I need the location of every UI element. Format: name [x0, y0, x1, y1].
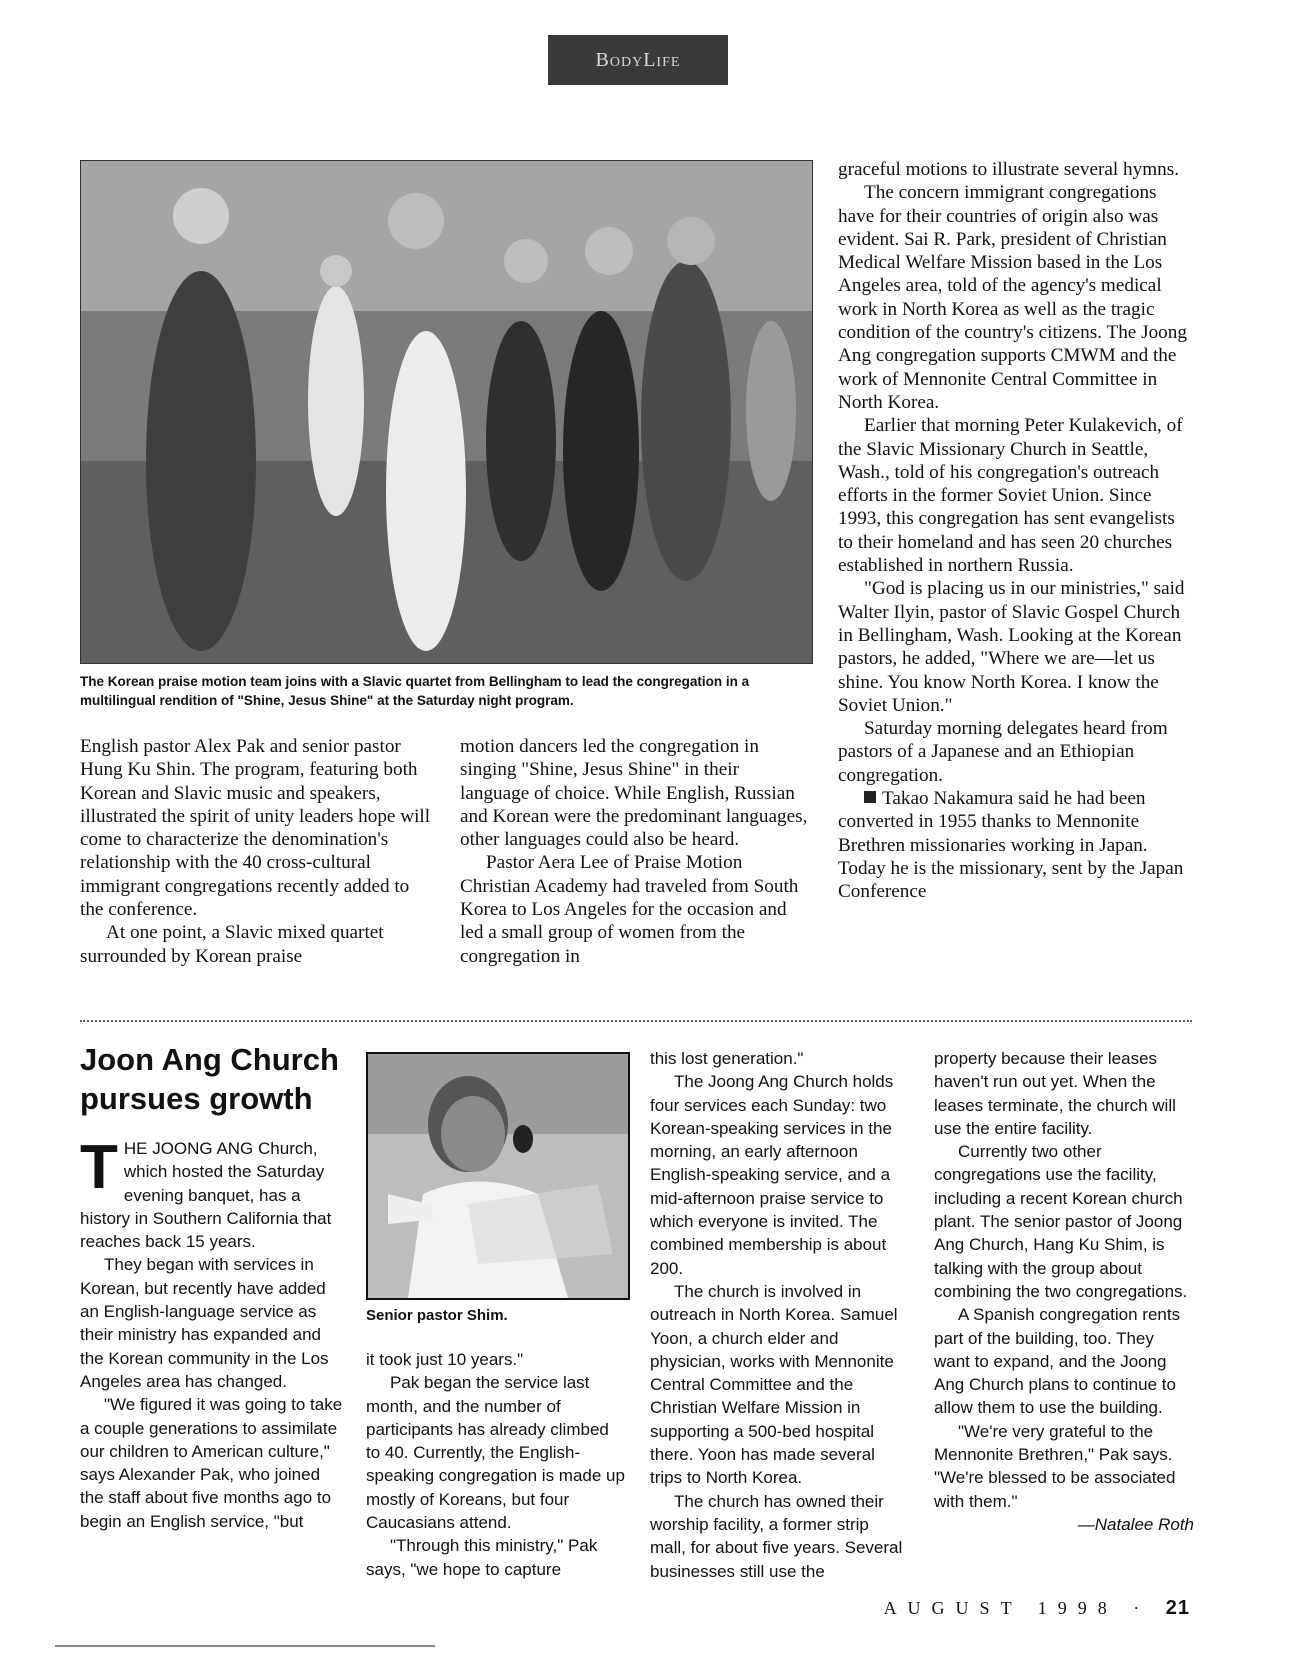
paragraph: "We figured it was going to take a couple generations to assimilate our children to American culture," says Alexander Pak, who joined the staff about five months ago to begin an English service, "but: [80, 1395, 343, 1531]
byline: —Natalee Roth: [1077, 1514, 1194, 1534]
sidebar-column-3: [650, 1047, 905, 1583]
issue-date: AUGUST 1998: [883, 1598, 1118, 1618]
photo-caption: Senior pastor Shim.: [366, 1307, 508, 1324]
sidebar-column-1: [80, 1133, 345, 1533]
paragraph: English pastor Alex Pak and senior pastor Hung Ku Shin. The program, featuring both Korean and Slavic music and speakers, illustrated the spirit of unity leaders hope will come to characterize the denomination's relationship with the 40 cross-cultural immigrant congregations recently added to the conference.: [80, 736, 431, 921]
paragraph: it took just 10 years.": [366, 1350, 524, 1369]
paragraph: graceful motions to illustrate several hymns.: [838, 159, 1180, 180]
sidebar-column-4: [934, 1047, 1194, 1536]
article-column-2: [460, 735, 812, 968]
section-bullet-icon: [864, 791, 876, 803]
lead-paragraph: THE JOONG ANG Church, which hosted the Saturday evening banquet, has a history in Southern California that reaches back 15 years.: [80, 1133, 332, 1252]
paragraph: At one point, a Slavic mixed quartet surrounded by Korean praise: [80, 922, 384, 967]
article-column-3: [838, 158, 1193, 904]
page-number: 21: [1165, 1597, 1190, 1619]
paragraph: A Spanish congregation rents part of the building, too. They want to expand, and the Joong Ang Church plans to continue to allow them to use the building.: [934, 1305, 1181, 1418]
paragraph: "God is placing us in our ministries," said Walter Ilyin, pastor of Slavic Gospel Church in Bellingham, Wash. Looking at the Korean pastors, he added, "Where we are—let us shine. You know North Korea. I know the Soviet Union.": [838, 578, 1185, 716]
section-divider: [80, 1020, 1192, 1022]
section-header: BodyLife: [548, 35, 728, 85]
footer-separator: ·: [1133, 1598, 1151, 1618]
paragraph: Takao Nakamura said he had been converted in 1955 thanks to Mennonite Brethren missionaries working in Japan. Today he is the missionary, sent by the Japan Conference: [838, 788, 1184, 903]
paragraph: motion dancers led the congregation in singing "Shine, Jesus Shine" in their language of choice. While English, Russian and Korean were the predominant languages, other languages could also be heard.: [460, 736, 808, 851]
pastor-illustration: [368, 1054, 628, 1298]
paragraph: "Through this ministry," Pak says, "we hope to capture: [366, 1536, 598, 1579]
sidebar-headline: Joon Ang Church pursues growth: [80, 1042, 339, 1116]
paragraph: They began with services in Korean, but recently have added an English-language service as their ministry has expanded and the Korean community in the Los Angeles area has changed.: [80, 1255, 329, 1391]
paragraph: this lost generation.": [650, 1049, 804, 1068]
paragraph: The concern immigrant congregations have for their countries of origin also was evident. Sai R. Park, president of Christian Medical Welfare Mission based in the Los Angeles area, told of the agency's medical work in North Korea as well as the tragic condition of the country's citizens. The Joong Ang congregation supports CMWM and the work of Mennonite Central Committee in North Korea.: [838, 182, 1187, 413]
paragraph: The church is involved in outreach in North Korea. Samuel Yoon, a church elder and physician, works with Mennonite Central Committee and the Christian Welfare Mission in supporting a 500-bed hospital there. Yoon has made several trips to North Korea.: [650, 1281, 898, 1488]
paragraph: The Joong Ang Church holds four services each Sunday: two Korean-speaking services in the morning, an early afternoon English-speaking service, and a mid-afternoon praise service to which everyone is invited. The combined membership is about 200.: [650, 1072, 894, 1278]
pastor-shim-photo: [366, 1052, 630, 1300]
bottom-rule: [55, 1645, 435, 1647]
photo-caption: The Korean praise motion team joins with a Slavic quartet from Bellingham to lead the congregation in a multilingual rendition of "Shine, Jesus Shine" at the Saturday night program.: [80, 674, 750, 708]
page-footer: [860, 1597, 1190, 1620]
sidebar-column-2: [366, 1348, 626, 1581]
drop-cap: T: [80, 1133, 118, 1202]
paragraph: Earlier that morning Peter Kulakevich, of the Slavic Missionary Church in Seattle, Wash., told of his congregation's outreach efforts in the former Soviet Union. Since 1993, this congregation has sent evangelists to their homeland and has seen 20 churches established in northern Russia.: [838, 415, 1183, 577]
article-column-1: [80, 735, 432, 968]
praise-team-illustration: [81, 161, 812, 663]
paragraph: property because their leases haven't run out yet. When the leases terminate, the church will use the entire facility.: [934, 1049, 1176, 1138]
paragraph: Currently two other congregations use the facility, including a recent Korean church plant. The senior pastor of Joong Ang Church, Hang Ku Shim, is talking with the group about combining the two congregations.: [934, 1142, 1188, 1301]
paragraph: Pak began the service last month, and the number of participants has already climbed to 40. Currently, the English-speaking congregation is made up mostly of Koreans, but four Caucasians attend.: [366, 1373, 625, 1533]
paragraph: Pastor Aera Lee of Praise Motion Christian Academy had traveled from South Korea to Los Angeles for the occasion and led a small group of women from the congregation in: [460, 852, 799, 967]
paragraph: The church has owned their worship facility, a former strip mall, for about five years. Several businesses still use the: [650, 1491, 903, 1581]
praise-team-photo: [80, 160, 813, 664]
paragraph: Saturday morning delegates heard from pastors of a Japanese and an Ethiopian congregation.: [838, 718, 1168, 786]
paragraph: "We're very grateful to the Mennonite Brethren," Pak says. "We're blessed to be associated with them.": [934, 1421, 1176, 1511]
